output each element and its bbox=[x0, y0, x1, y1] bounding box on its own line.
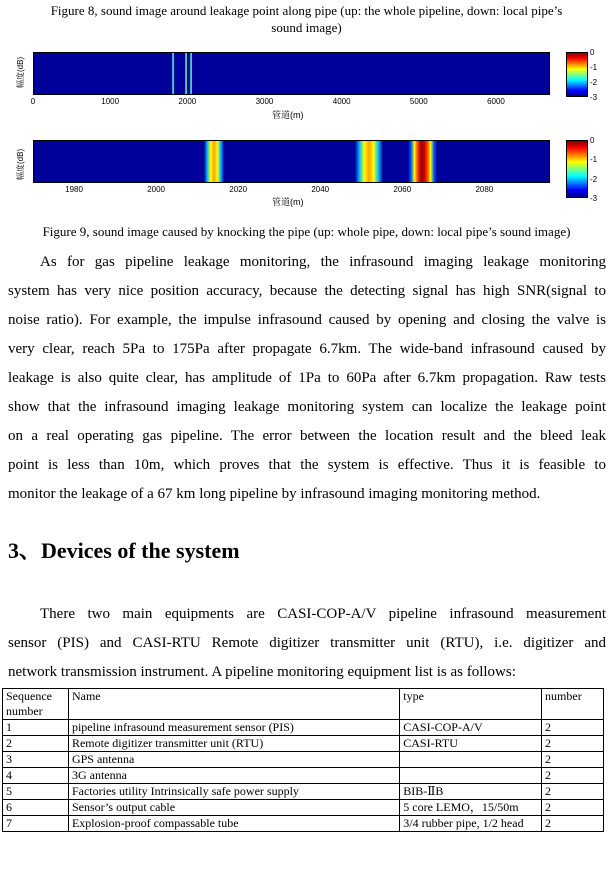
table-header-cell: Sequence number bbox=[3, 689, 69, 720]
x-tick-label: 4000 bbox=[332, 97, 351, 106]
x-tick-label: 2060 bbox=[393, 185, 412, 194]
x-tick-label: 5000 bbox=[409, 97, 428, 106]
x-tick-label: 3000 bbox=[255, 97, 274, 106]
table-cell: CASI-RTU bbox=[400, 736, 542, 752]
section-heading: 3、Devices of the system bbox=[8, 538, 240, 563]
equipment-intro-paragraph bbox=[8, 600, 606, 687]
table-cell: 2 bbox=[542, 768, 604, 784]
table-cell: GPS antenna bbox=[68, 752, 399, 768]
sound-band-mark bbox=[355, 141, 384, 182]
x-tick-label: 0 bbox=[30, 97, 36, 106]
paragraph-line: point is less than 10m, which proves that the system is effective. Thus it is feasible to bbox=[8, 457, 606, 473]
x-tick-label: 1000 bbox=[101, 97, 120, 106]
table-cell: 2 bbox=[542, 736, 604, 752]
x-tick-label: 2000 bbox=[178, 97, 197, 106]
leak-line-mark bbox=[172, 53, 174, 94]
table-cell: 2 bbox=[542, 784, 604, 800]
colorbar-tick-label: -3 bbox=[590, 194, 598, 203]
colorbar-tick-label: 0 bbox=[590, 136, 595, 145]
sound-band-mark bbox=[204, 141, 224, 182]
table-cell: 1 bbox=[3, 720, 69, 736]
colorbar-tick-label: -1 bbox=[590, 63, 598, 72]
table-cell: 2 bbox=[542, 800, 604, 816]
colorbar-tick-label: -1 bbox=[590, 155, 598, 165]
table-cell bbox=[400, 768, 542, 784]
table-cell: 2 bbox=[542, 816, 604, 832]
x-tick-label: 1980 bbox=[65, 185, 83, 194]
table-row bbox=[3, 720, 604, 736]
colorbar-tick-label: -3 bbox=[590, 93, 598, 102]
paragraph-line: network transmission instrument. A pipeline monitoring equipment list is as follows: bbox=[8, 664, 516, 680]
figure-9-caption: Figure 9, sound image caused by knocking the pipe (up: whole pipe, down: local pipe’s sound image) bbox=[42, 224, 571, 239]
table-cell: 2 bbox=[542, 752, 604, 768]
table-cell: 3/4 rubber pipe, 1/2 head bbox=[400, 816, 542, 832]
table-cell: Remote digitizer transmitter unit (RTU) bbox=[68, 736, 399, 752]
top-plot-ylabel: 幅度(dB) bbox=[16, 56, 25, 88]
leak-line-mark bbox=[190, 53, 192, 94]
paragraph-line: noise ratio). For example, the impulse infrasound caused by opening and closing the valve is bbox=[8, 312, 606, 328]
bottom-colorbar bbox=[566, 140, 588, 198]
paragraph-line: show that the infrasound imaging leakage monitoring system can localize the leakage point bbox=[8, 399, 606, 415]
table-row bbox=[3, 768, 604, 784]
paragraph-line: system has very nice position accuracy, because the detecting signal has high SNR(signal to bbox=[8, 283, 606, 299]
bottom-plot-xlabel: 管道(m) bbox=[272, 197, 304, 207]
bottom-plot-ylabel: 幅度(dB) bbox=[16, 148, 25, 180]
top-plot-xlabel: 管道(m) bbox=[272, 110, 304, 120]
table-cell bbox=[400, 752, 542, 768]
figure-8-caption-line1: Figure 8, sound image around leakage point along pipe (up: the whole pipeline, down: local pipe’s bbox=[50, 3, 563, 18]
table-cell: 2 bbox=[542, 720, 604, 736]
table-cell: Factories utility Intrinsically safe power supply bbox=[68, 784, 399, 800]
equipment-table bbox=[2, 688, 604, 832]
table-row bbox=[3, 736, 604, 752]
x-tick-label: 2080 bbox=[475, 185, 494, 194]
bottom-plot-area bbox=[33, 140, 550, 183]
table-header-row bbox=[3, 689, 604, 720]
top-plot-area bbox=[33, 52, 550, 95]
colorbar-tick-label: 0 bbox=[590, 48, 595, 57]
table-cell: 3 bbox=[3, 752, 69, 768]
table-cell: 2 bbox=[3, 736, 69, 752]
table-cell: BIB-ⅡB bbox=[400, 784, 542, 800]
table-header-cell: type bbox=[400, 689, 542, 720]
table-row bbox=[3, 800, 604, 816]
table-row bbox=[3, 816, 604, 832]
table-cell: Sensor’s output cable bbox=[68, 800, 399, 816]
table-cell: 3G antenna bbox=[68, 768, 399, 784]
paragraph-line: As for gas pipeline leakage monitoring, the infrasound imaging leakage monitoring bbox=[40, 254, 606, 270]
table-cell: 5 core LEMO，15/50m bbox=[400, 800, 542, 816]
table-cell: 5 bbox=[3, 784, 69, 800]
table-cell: 6 bbox=[3, 800, 69, 816]
figure-8-caption-line2: sound image) bbox=[271, 20, 342, 35]
leak-line-mark bbox=[185, 53, 187, 94]
table-cell: CASI-COP-A/V bbox=[400, 720, 542, 736]
paragraph-line: sensor (PIS) and CASI-RTU Remote digitizer transmitter unit (RTU), i.e. digitizer and bbox=[8, 635, 606, 651]
sound-band-mark bbox=[408, 141, 437, 182]
x-tick-label: 6000 bbox=[487, 97, 505, 106]
paragraph-line: on a real operating gas pipeline. The error between the location result and the bleed leak bbox=[8, 428, 606, 444]
leakage-monitoring-paragraph bbox=[8, 248, 606, 509]
paragraph-line: There two main equipments are CASI-COP-A/V pipeline infrasound measurement bbox=[40, 606, 606, 622]
paragraph-line: monitor the leakage of a 67 km long pipeline by infrasound imaging monitoring method. bbox=[8, 486, 541, 502]
top-colorbar bbox=[566, 52, 588, 97]
paragraph-line: very clear, reach 5Pa to 175Pa after propagate 6.7km. The wide-band infrasound caused by bbox=[8, 341, 606, 357]
table-cell: 7 bbox=[3, 816, 69, 832]
table-cell: 4 bbox=[3, 768, 69, 784]
x-tick-label: 2040 bbox=[311, 185, 330, 194]
table-header-cell: Name bbox=[68, 689, 399, 720]
x-tick-label: 2000 bbox=[147, 185, 165, 194]
figure-8-caption bbox=[0, 2, 613, 36]
table-row bbox=[3, 784, 604, 800]
colorbar-tick-label: -2 bbox=[590, 78, 598, 87]
x-tick-label: 2020 bbox=[229, 185, 248, 194]
paragraph-line: leakage is also quite clear, has amplitude of 1Pa to 60Pa after 6.7km propagation. Raw tests bbox=[8, 370, 606, 386]
table-header-cell: number bbox=[542, 689, 604, 720]
table-cell: Explosion-proof compassable tube bbox=[68, 816, 399, 832]
colorbar-tick-label: -2 bbox=[590, 174, 598, 184]
table-row bbox=[3, 752, 604, 768]
table-cell: pipeline infrasound measurement sensor (PIS) bbox=[68, 720, 399, 736]
